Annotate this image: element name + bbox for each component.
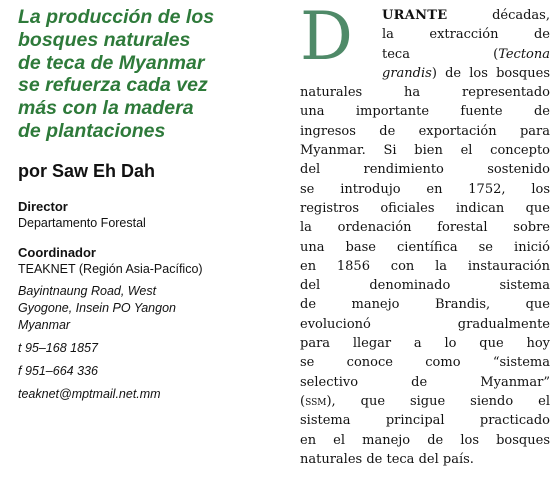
- body-line: una importante fuente de: [300, 104, 550, 120]
- director-title: Director: [18, 198, 68, 214]
- body-line: se conoce como “sistema: [300, 355, 550, 371]
- article-paragraph: [300, 0, 550, 469]
- email-address[interactable]: teaknet@mptmail.net.mm: [18, 386, 161, 401]
- body-text-fragment: ) de los bosques: [431, 65, 550, 81]
- body-line: ingresos de exportación para: [300, 123, 550, 139]
- body-line: naturales de teca del país.: [300, 451, 474, 467]
- body-text-fragment: décadas,: [492, 8, 550, 23]
- body-line: del denominado sistema: [300, 278, 550, 294]
- body-line: sistema principal practicado: [300, 413, 550, 429]
- body-line: en el manejo de los bosques: [300, 432, 550, 448]
- director-department: Departamento Forestal: [18, 215, 146, 230]
- body-line: registros oficiales indican que: [300, 200, 550, 216]
- address-line: Bayintnaung Road, West: [18, 283, 157, 298]
- address-line: Myanmar: [18, 317, 71, 332]
- headline-line: de teca de Myanmar: [18, 51, 205, 74]
- lead-in-caps: URANTE: [382, 8, 448, 23]
- article-headline: [18, 6, 280, 143]
- body-text-fragment: teca (: [382, 46, 499, 62]
- species-name-italic: grandis: [382, 65, 432, 81]
- fax-number: f 951–664 336: [18, 363, 98, 378]
- coordinator-title: Coordinador: [18, 244, 96, 260]
- body-line: una base científica se inició: [300, 239, 550, 255]
- headline-line: se refuerza cada vez: [18, 74, 208, 97]
- headline-line: más con la madera: [18, 97, 194, 120]
- address-line: Gyogone, Insein PO Yangon: [18, 300, 176, 315]
- body-line: selectivo de Myanmar”: [300, 374, 550, 390]
- dropcap-letter: D: [300, 0, 353, 75]
- coordinator-address: [18, 283, 280, 334]
- body-line: Myanmar. Si bien el concepto: [300, 143, 550, 159]
- body-line: para llegar a lo que hoy: [300, 336, 550, 352]
- coordinator-organization: TEAKNET (Región Asia-Pacífico): [18, 261, 203, 276]
- author-byline: por Saw Eh Dah: [18, 160, 156, 181]
- body-line: del rendimiento sostenido: [300, 162, 550, 178]
- body-line: de manejo Brandis, que: [300, 297, 550, 313]
- body-text-fragment: ), que sigue siendo el: [326, 393, 550, 409]
- headline-line: La producción de los: [18, 6, 215, 28]
- body-line: en 1856 con la instauración: [300, 258, 550, 274]
- body-line: [300, 392, 550, 411]
- body-line: la ordenación forestal sobre: [300, 220, 550, 236]
- sidebar-column: [18, 6, 280, 403]
- dropcap-box: [300, 0, 378, 75]
- headline-line: bosques naturales: [18, 28, 191, 51]
- body-line: la extracción de: [382, 27, 550, 43]
- article-body: [300, 0, 550, 469]
- body-line: naturales ha representado: [300, 85, 550, 101]
- headline-line: de plantaciones: [18, 119, 166, 142]
- acronym-small-caps: ssm: [305, 393, 327, 409]
- species-name-italic: Tectona: [498, 46, 550, 62]
- phone-number: t 95–168 1857: [18, 340, 98, 355]
- body-line: evolucionó gradualmente: [300, 316, 550, 332]
- body-line: se introdujo en 1752, los: [300, 181, 550, 197]
- body-text-fragment: (: [300, 393, 306, 409]
